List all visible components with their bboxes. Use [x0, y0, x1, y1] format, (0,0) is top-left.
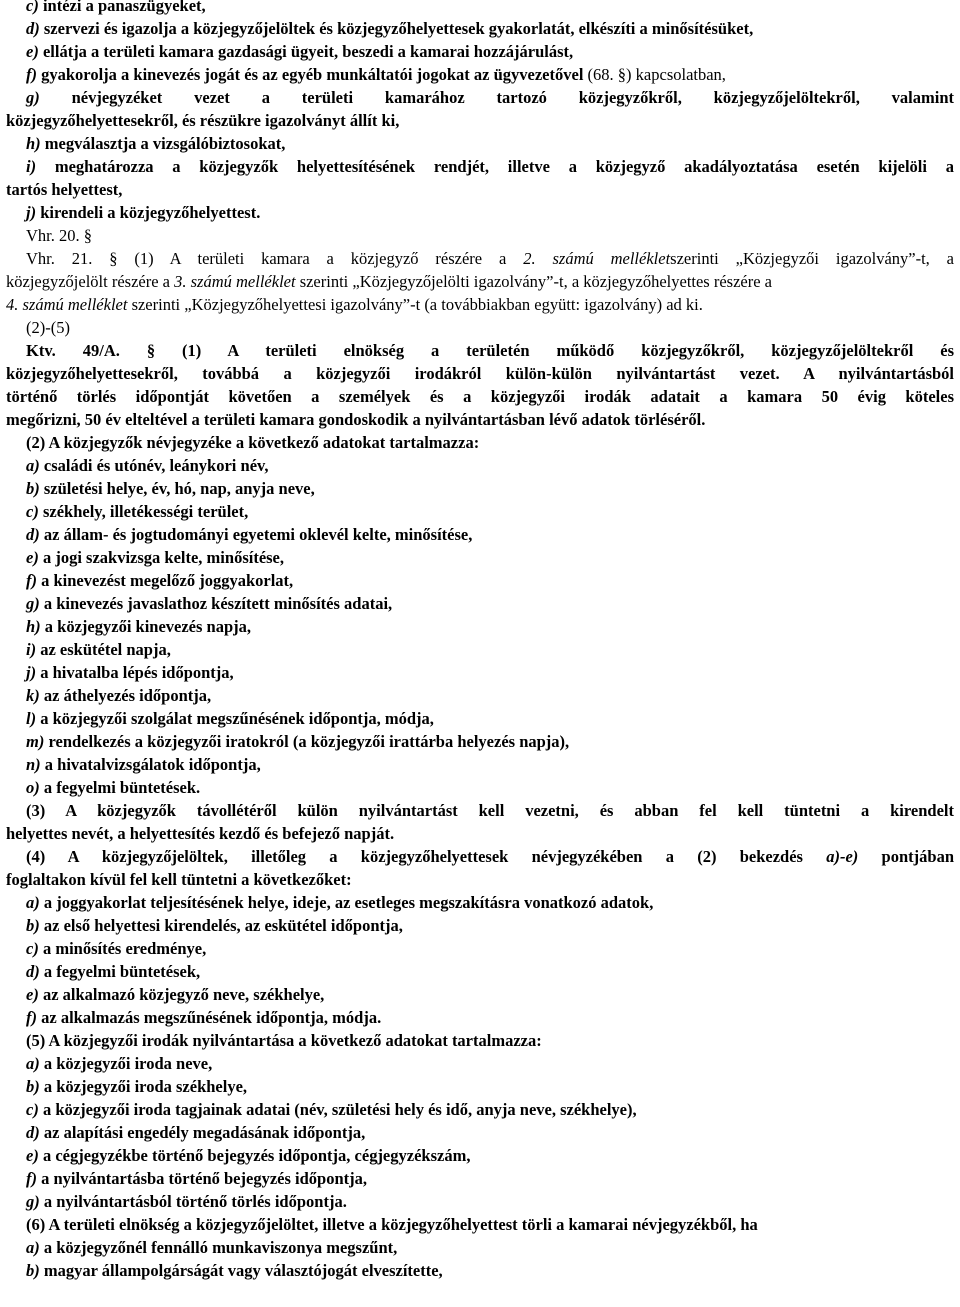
text-line — [6, 362, 954, 385]
text-run: a fegyelmi büntetések, — [39, 962, 201, 981]
text-run: a közjegyzőnél fennálló munkaviszonya megszűnt, — [39, 1238, 398, 1257]
text-run: a nyilvántartásból történő törlés időpontja. — [39, 1192, 347, 1211]
text-run: gyakorolja a kinevezés jogát és az egyéb munkáltatói jogokat az ügyvezetővel — [37, 65, 588, 84]
text-run: pontjában — [858, 847, 954, 866]
text-run: kirendeli a közjegyzőhelyettest. — [36, 203, 261, 222]
italic-run: m) — [26, 732, 45, 751]
text-run: a közjegyzői iroda tagjainak adatai (név, születési hely és idő, anyja neve, székhelye), — [38, 1100, 637, 1119]
text-run: meghatározza a közjegyzők helyettesítésének rendjét, illetve a közjegyző akadályoztatása esetén kijelöli a — [36, 157, 954, 176]
text-line — [6, 40, 954, 63]
italic-run: c) — [26, 939, 39, 958]
italic-run: d) — [26, 525, 40, 544]
text-line — [6, 109, 954, 132]
italic-run: f) — [26, 1008, 37, 1027]
text-line — [6, 1006, 954, 1029]
text-line — [6, 960, 954, 983]
italic-run: h) — [26, 617, 41, 636]
text-line — [6, 477, 954, 500]
text-run: (3) A közjegyzők távollétéről külön nyilvántartást kell vezetni, és abban fel kell tüntetni a kirendelt — [26, 801, 954, 820]
text-run: a hivatalba lépés időpontja, — [36, 663, 234, 682]
text-line — [6, 592, 954, 615]
italic-run: o) — [26, 778, 40, 797]
text-line — [6, 1121, 954, 1144]
text-run: a fegyelmi büntetések. — [39, 778, 201, 797]
text-line — [6, 155, 954, 178]
italic-run: a) — [26, 456, 40, 475]
italic-run: a) — [26, 893, 40, 912]
text-line — [6, 247, 954, 270]
text-line — [6, 0, 954, 17]
text-line — [6, 822, 954, 845]
text-run: (2)-(5) — [26, 318, 70, 337]
text-run: a nyilvántartásba történő bejegyzés időpontja, — [37, 1169, 367, 1188]
text-line — [6, 86, 954, 109]
italic-run: a) — [26, 1238, 40, 1257]
text-run: születési helye, év, hó, nap, anyja neve, — [39, 479, 315, 498]
text-run: foglaltakon kívül fel kell tüntetni a következőket: — [6, 870, 352, 889]
text-run: közjegyzőjelölt részére a — [6, 272, 175, 291]
text-line — [6, 1213, 954, 1236]
text-line — [6, 431, 954, 454]
italic-run: e) — [26, 42, 39, 61]
text-run: (2) A közjegyzők névjegyzéke a következő adatokat tartalmazza: — [26, 433, 480, 452]
text-run: (6) A területi elnökség a közjegyzőjelöltet, illetve a közjegyzőhelyettest törli a kamarai névjegyzékből, ha — [26, 1215, 758, 1234]
italic-run: g) — [26, 594, 40, 613]
text-run: az eskütétel napja, — [36, 640, 171, 659]
text-run: a kinevezés javaslathoz készített minősítés adatai, — [39, 594, 393, 613]
text-run: ellátja a területi kamara gazdasági ügyeit, beszedi a kamarai hozzájárulást, — [38, 42, 574, 61]
italic-run: b) — [26, 1261, 40, 1280]
text-run: az alkalmazó közjegyző neve, székhelye, — [38, 985, 325, 1004]
italic-run: i) — [26, 640, 37, 659]
italic-run: a) — [26, 1054, 40, 1073]
text-run: székhely, illetékességi terület, — [38, 502, 249, 521]
italic-run: g) — [26, 88, 40, 107]
text-line — [6, 1190, 954, 1213]
italic-run: j) — [26, 203, 37, 222]
text-line — [6, 983, 954, 1006]
italic-run: b) — [26, 916, 40, 935]
text-line — [6, 1167, 954, 1190]
text-run: a minősítés eredménye, — [38, 939, 207, 958]
text-run: a jogi szakvizsga kelte, minősítése, — [38, 548, 285, 567]
italic-run: n) — [26, 755, 41, 774]
text-line — [6, 1144, 954, 1167]
text-run: Ktv. 49/A. § (1) A területi elnökség a területén működő közjegyzőkről, közjegyzőjelöltekről és — [26, 341, 954, 360]
text-run: a kinevezést megelőző joggyakorlat, — [37, 571, 294, 590]
text-run: névjegyzéket vezet a területi kamarához tartozó közjegyzőkről, közjegyzőjelöltekről, valamint — [39, 88, 954, 107]
text-line — [6, 845, 954, 868]
text-line — [6, 615, 954, 638]
text-run: megválasztja a vizsgálóbiztosokat, — [40, 134, 286, 153]
italic-run: f) — [26, 65, 37, 84]
text-line — [6, 1029, 954, 1052]
text-run: a joggyakorlat teljesítésének helye, ideje, az esetleges megszakításra vonatkozó adatok, — [39, 893, 654, 912]
text-run: magyar állampolgárságát vagy választójogát elveszítette, — [39, 1261, 443, 1280]
text-line — [6, 408, 954, 431]
text-line — [6, 339, 954, 362]
italic-run: b) — [26, 1077, 40, 1096]
text-run: §) kapcsolatban, — [617, 65, 726, 84]
text-run: tartós helyettest, — [6, 180, 123, 199]
text-run: intézi a panaszügyeket, — [38, 0, 206, 15]
text-line — [6, 914, 954, 937]
text-line — [6, 1052, 954, 1075]
text-run: szervezi és igazolja a közjegyzőjelöltek és közjegyzőhelyettesek gyakorlatát, elkészíti a minősítésüket, — [39, 19, 754, 38]
italic-run: g) — [26, 1192, 40, 1211]
text-line — [6, 385, 954, 408]
italic-run: d) — [26, 1123, 40, 1142]
text-run: közjegyzőhelyettesekről, és részükre igazolványt állít ki, — [6, 111, 400, 130]
text-line — [6, 891, 954, 914]
text-run: történő törlés időpontját követően a személyek és a közjegyzői irodák adatait a kamara 50 évig köteles — [6, 387, 954, 406]
italic-run: k) — [26, 686, 40, 705]
italic-run: c) — [26, 502, 39, 521]
italic-run: f) — [26, 571, 37, 590]
text-run: Vhr. 21. § (1) A területi kamara a közjegyző részére a — [26, 249, 524, 268]
text-line — [6, 270, 954, 293]
text-run: szerinti „Közjegyzőjelölti igazolvány”-t, a közjegyzőhelyettes részére a — [295, 272, 773, 291]
text-run: (5) A közjegyzői irodák nyilvántartása a következő adatokat tartalmazza: — [26, 1031, 542, 1050]
text-run: az alkalmazás megszűnésének időpontja, módja. — [37, 1008, 382, 1027]
text-line — [6, 523, 954, 546]
text-run: közjegyzőhelyettesekről, továbbá a közjegyzői irodákról külön-külön nyilvántartást vezet. A nyilvántartásból — [6, 364, 954, 383]
text-line — [6, 684, 954, 707]
text-line — [6, 132, 954, 155]
text-line — [6, 1075, 954, 1098]
italic-run: d) — [26, 19, 40, 38]
text-line — [6, 17, 954, 40]
italic-run: e) — [26, 1146, 39, 1165]
text-line — [6, 638, 954, 661]
text-line — [6, 63, 954, 86]
text-run: Vhr. 20. § — [26, 226, 92, 245]
italic-run: e) — [26, 548, 39, 567]
text-run: a közjegyzői iroda székhelye, — [39, 1077, 248, 1096]
italic-run: c) — [26, 0, 39, 15]
italic-run: f) — [26, 1169, 37, 1188]
text-line — [6, 178, 954, 201]
italic-run: j) — [26, 663, 37, 682]
text-run: szerinti „Közjegyzői igazolvány”-t, a — [670, 249, 954, 268]
italic-run: b) — [26, 479, 40, 498]
text-line — [6, 730, 954, 753]
text-line — [6, 661, 954, 684]
text-line — [6, 1236, 954, 1259]
text-line — [6, 316, 954, 339]
text-line — [6, 454, 954, 477]
text-line — [6, 799, 954, 822]
text-run: megőrizni, 50 év elteltével a területi kamara gondoskodik a nyilvántartásban lévő adatok törléséről. — [6, 410, 706, 429]
text-run: a közjegyzői kinevezés napja, — [40, 617, 252, 636]
italic-run: a)-e) — [826, 847, 859, 866]
text-run: az állam- és jogtudományi egyetemi oklevél kelte, minősítése, — [39, 525, 473, 544]
text-line — [6, 753, 954, 776]
text-run: családi és utónév, leánykori név, — [39, 456, 269, 475]
text-line — [6, 569, 954, 592]
text-line — [6, 546, 954, 569]
italic-run: i) — [26, 157, 37, 176]
italic-run: 2. számú melléklet — [523, 249, 671, 268]
italic-run: 4. számú melléklet — [6, 295, 128, 314]
text-run: (4) A közjegyzőjelöltek, illetőleg a közjegyzőhelyettesek névjegyzékében a (2) bekezdés — [26, 847, 827, 866]
text-line — [6, 224, 954, 247]
text-line — [6, 293, 954, 316]
italic-run: 3. számú melléklet — [174, 272, 296, 291]
italic-run: e) — [26, 985, 39, 1004]
italic-run: h) — [26, 134, 41, 153]
text-line — [6, 937, 954, 960]
italic-run: d) — [26, 962, 40, 981]
text-line — [6, 1098, 954, 1121]
text-line — [6, 707, 954, 730]
text-run: (68. — [587, 65, 618, 84]
text-run: az első helyettesi kirendelés, az eskütétel időpontja, — [39, 916, 403, 935]
text-line — [6, 776, 954, 799]
text-line — [6, 1259, 954, 1282]
italic-run: c) — [26, 1100, 39, 1119]
text-run: rendelkezés a közjegyzői iratokról (a közjegyzői irattárba helyezés napja), — [44, 732, 570, 751]
italic-run: l) — [26, 709, 37, 728]
text-run: a hivatalvizsgálatok időpontja, — [40, 755, 261, 774]
text-run: szerinti „Közjegyzőhelyettesi igazolvány”-t (a továbbiakban együtt: igazolvány) ad ki. — [127, 295, 703, 314]
text-run: a közjegyzői iroda neve, — [39, 1054, 213, 1073]
text-run: helyettes nevét, a helyettesítés kezdő és befejező napját. — [6, 824, 395, 843]
text-run: az áthelyezés időpontja, — [39, 686, 212, 705]
text-line — [6, 201, 954, 224]
text-line — [6, 868, 954, 891]
text-run: a cégjegyzékbe történő bejegyzés időpontja, cégjegyzékszám, — [38, 1146, 471, 1165]
text-run: az alapítási engedély megadásának időpontja, — [39, 1123, 366, 1142]
text-run: a közjegyzői szolgálat megszűnésének időpontja, módja, — [36, 709, 434, 728]
document-body — [6, 0, 954, 1282]
text-line — [6, 500, 954, 523]
